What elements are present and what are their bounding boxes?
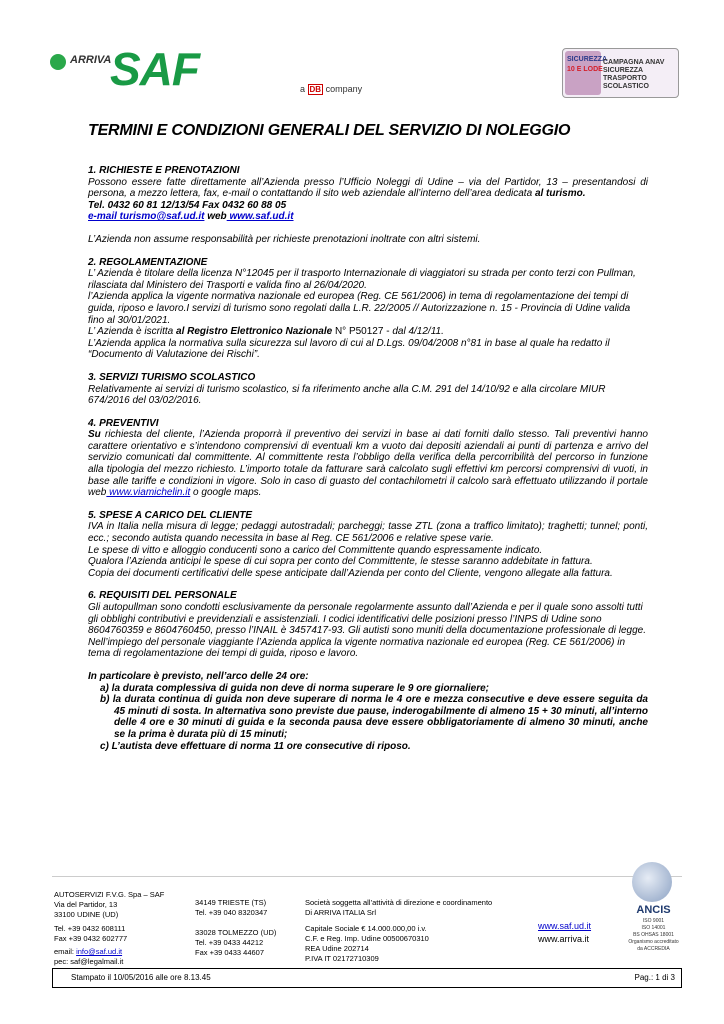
document-body	[88, 165, 648, 752]
section-5-paragraph-2: Le spese di vitto e alloggio conducenti sono a carico del Committente quando espressamente indicato.	[88, 544, 543, 556]
contact-phone-fax: Tel. 0432 60 81 12/13/54 Fax 0432 60 88 05	[88, 199, 287, 211]
page-number: Pag.: 1 di 3	[634, 973, 675, 982]
section-5-paragraph-1: IVA in Italia nella misura di legge; pedaggi autostradali; parcheggi; tasse ZTL (zona a traffico limitato); traghetti; tunnel; ponti, ecc.; secondo autista quando necessita in base al Reg. CE 561/2006 e relative spese varie.	[88, 521, 648, 545]
footer-divider	[52, 876, 682, 877]
footer-pec: saf@legalmail.it	[70, 957, 124, 966]
footer-websites	[538, 920, 591, 946]
list-item: c) L’autista deve effettuare di norma 11 ore consecutive di riposo.	[100, 740, 411, 752]
document-title: TERMINI E CONDIZIONI GENERALI DEL SERVIZIO DI NOLEGGIO	[88, 122, 571, 139]
globe-icon	[632, 862, 672, 902]
saf-website-link[interactable]: www.saf.ud.it	[538, 921, 592, 931]
website-link[interactable]: www.saf.ud.it	[226, 211, 294, 223]
rules-intro: In particolare è previsto, nell’arco delle 24 ore:	[88, 670, 309, 682]
section-1-paragraph: Possono essere fatte direttamente all’Azienda presso l’Ufficio Noleggi di Udine – via del Partidor, 13 – presentandosi di persona, a mezzo lettera, fax, e-mail o contattando il sito web aziendale all’interno dell’area dedicata al turismo.	[88, 176, 648, 200]
db-logo-icon: DB	[309, 85, 322, 94]
print-footer-bar	[52, 968, 682, 988]
viamichelin-link[interactable]: www.viamichelin.it	[106, 487, 191, 499]
list-item: b) la durata continua di guida non deve superare di norma le 4 ore e mezza consecutive e deve essere seguita da 45 minuti di sosta. In alternativa sono previste due pause, inderogabilmente di almeno 15 + 30 minuti, all’interno delle 4 ore e 30 minuti di guida e la seconda pausa deve essere obbligatoriamente di almeno 30 minuti, anche se la prima è durata più di 15 minuti;	[100, 694, 648, 740]
section-heading-1: 1. RICHIESTE E PRENOTAZIONI	[88, 165, 240, 176]
section-heading-4: 4. PREVENTIVI	[88, 417, 159, 429]
footer-branch-offices: 34149 TRIESTE (TS) Tel. +39 040 8320347 33028 TOLMEZZO (UD) Tel. +39 0433 44212 Fax +39 0433 44607	[195, 898, 277, 957]
ancis-logo: ANCIS ISO 9001 ISO 14001 BS OHSAS 18001 Organismo accreditato da ACCREDIA	[626, 862, 681, 962]
saf-logo-text: SAF	[110, 43, 199, 95]
certifications: ISO 9001 ISO 14001 BS OHSAS 18001 Organismo accreditato da ACCREDIA	[628, 918, 679, 952]
driving-rules-list	[100, 683, 648, 753]
contact-links: e-mail turismo@saf.ud.it web www.saf.ud.it	[88, 211, 294, 223]
printed-timestamp: Stampato il 10/05/2016 alle ore 8.13.45	[71, 973, 211, 982]
email-link[interactable]: e-mail turismo@saf.ud.it	[88, 211, 205, 223]
arriva-logo-text: ARRIVA	[70, 54, 112, 66]
campaign-logo	[562, 48, 679, 98]
section-heading-5: 5. SPESE A CARICO DEL CLIENTE	[88, 509, 253, 521]
footer-email-link[interactable]: info@saf.ud.it	[76, 947, 123, 956]
campaign-line2: 10 E LODE	[567, 66, 603, 73]
section-2-paragraph-1: L’ Azienda è titolare della licenza N°12045 per il trasporto Internazionale di viaggiatori su strada per conto terzi con Pullman, rilasciata dal Ministero dei Trasporti e valida fino al 26/04/2020.	[88, 268, 636, 291]
campaign-text: CAMPAGNA ANAV SICUREZZA TRASPORTO SCOLASTICO	[603, 59, 665, 90]
section-5-paragraph-4: Copia dei documenti certificativi delle spese anticipate dall’Azienda per conto del Cliente, vengono allegate alla fattura.	[88, 567, 613, 579]
saf-logo	[110, 44, 320, 94]
section-heading-2: 2. REGOLAMENTAZIONE	[88, 256, 208, 268]
arriva-website: www.arriva.it	[538, 934, 590, 944]
section-1-disclaimer: L’Azienda non assume responsabilità per richieste prenotazioni inoltrate con altri sistemi.	[88, 233, 481, 245]
section-6-paragraph: Gli autopullman sono condotti esclusivamente da personale regolarmente assunto dall’Azienda e per il quale sono assolti tutti gli obblighi contributivi e previdenziali e assistenziali. I codici identificativi delle posizioni presso l’INPS di Udine sono 8604760359 e 8604760450, presso l’INAIL è 3457417-93. Gli autisti sono muniti della documentazione professionale di legge. Nell’impiego del personale viaggiante l’Azienda applica la vigente normativa nazionale ed europea (Reg. CE 561/2006) in tema di regolamentazione dei tempi di guida, riposo e lavoro.	[88, 602, 646, 660]
section-2-paragraph-4: L’Azienda applica la normativa sulla sicurezza sul lavoro di cui al D.Lgs. 09/04/2008 n°81 in base al quale ha redatto il “Documento di Valutazione dei Rischi”.	[88, 337, 610, 361]
section-4-paragraph: Su richiesta del cliente, l’Azienda proporrà il preventivo dei servizi in base ai dati forniti dallo stesso. Tali preventivi hanno carattere orientativo e s’intendono comprensivi di eventuali km a vuoto dai depositi aziendali ai punti di partenza e arrivo del servizio comunicati dal committente. Al committente resta l’obbligo della verifica della percorribilità del percorso in funzione alla tipologia del mezzo richiesto. L’importo totale da fatturare sarà calcolato sugli effettivi km percorsi comprensivi di vuoti, in base alle tariffe e condizioni in vigore. Solo in caso di guasto del contachilometri il calcolo sarà effettuato utilizzando il portale web www.viamichelin.it o google maps.	[88, 429, 648, 499]
footer-company-address: AUTOSERVIZI F.V.G. Spa – SAF Via del Partidor, 13 33100 UDINE (UD) Tel. +39 0432 608111 Fax +39 0432 602777 email: info@saf.ud.it pec: saf@legalmail.it	[54, 890, 165, 966]
footer-legal-info: Società soggetta all’attività di direzione e coordinamento Di ARRIVA ITALIA Srl Capitale Sociale € 14.000.000,00 i.v. C.F. e Reg. Imp. Udine 00500670310 REA Udine 202714 P.IVA IT 02172710309	[305, 898, 493, 963]
list-item: a) la durata complessiva di guida non deve di norma superare le 9 ore giornaliere;	[100, 682, 490, 694]
section-heading-3: 3. SERVIZI TURISMO SCOLASTICO	[88, 371, 256, 383]
section-heading-6: 6. REQUISITI DEL PERSONALE	[88, 590, 237, 602]
section-3-paragraph: Relativamente ai servizi di turismo scolastico, si fa riferimento anche alla C.M. 291 del 14/10/92 e alla circolare MIUR 674/2016 del 03/02/2016.	[88, 383, 606, 407]
db-company-mark: a DB company	[300, 84, 363, 94]
arriva-logo-icon	[50, 54, 66, 70]
section-2-paragraph-2: l’Azienda applica la vigente normativa nazionale ed europea (Reg. CE 561/2006) in tema di regolamentazione dei tempi di guida, riposo e lavoro.I servizi di turismo sono regolati dalla L.R. 22/2005 // Autorizzazione n. 15 - Provincia di Udine valida fino al 30/01/2021.	[88, 291, 631, 326]
section-5-paragraph-3: Qualora l’Azienda anticipi le spese di cui sopra per conto del Committente, le stesse saranno addebitate in fattura.	[88, 556, 593, 568]
campaign-line1: SICUREZZA	[567, 56, 608, 63]
section-2-paragraph-3: L’ Azienda è iscritta al Registro Elettronico Nazionale N° P50127 - dal 4/12/11.	[88, 326, 444, 338]
